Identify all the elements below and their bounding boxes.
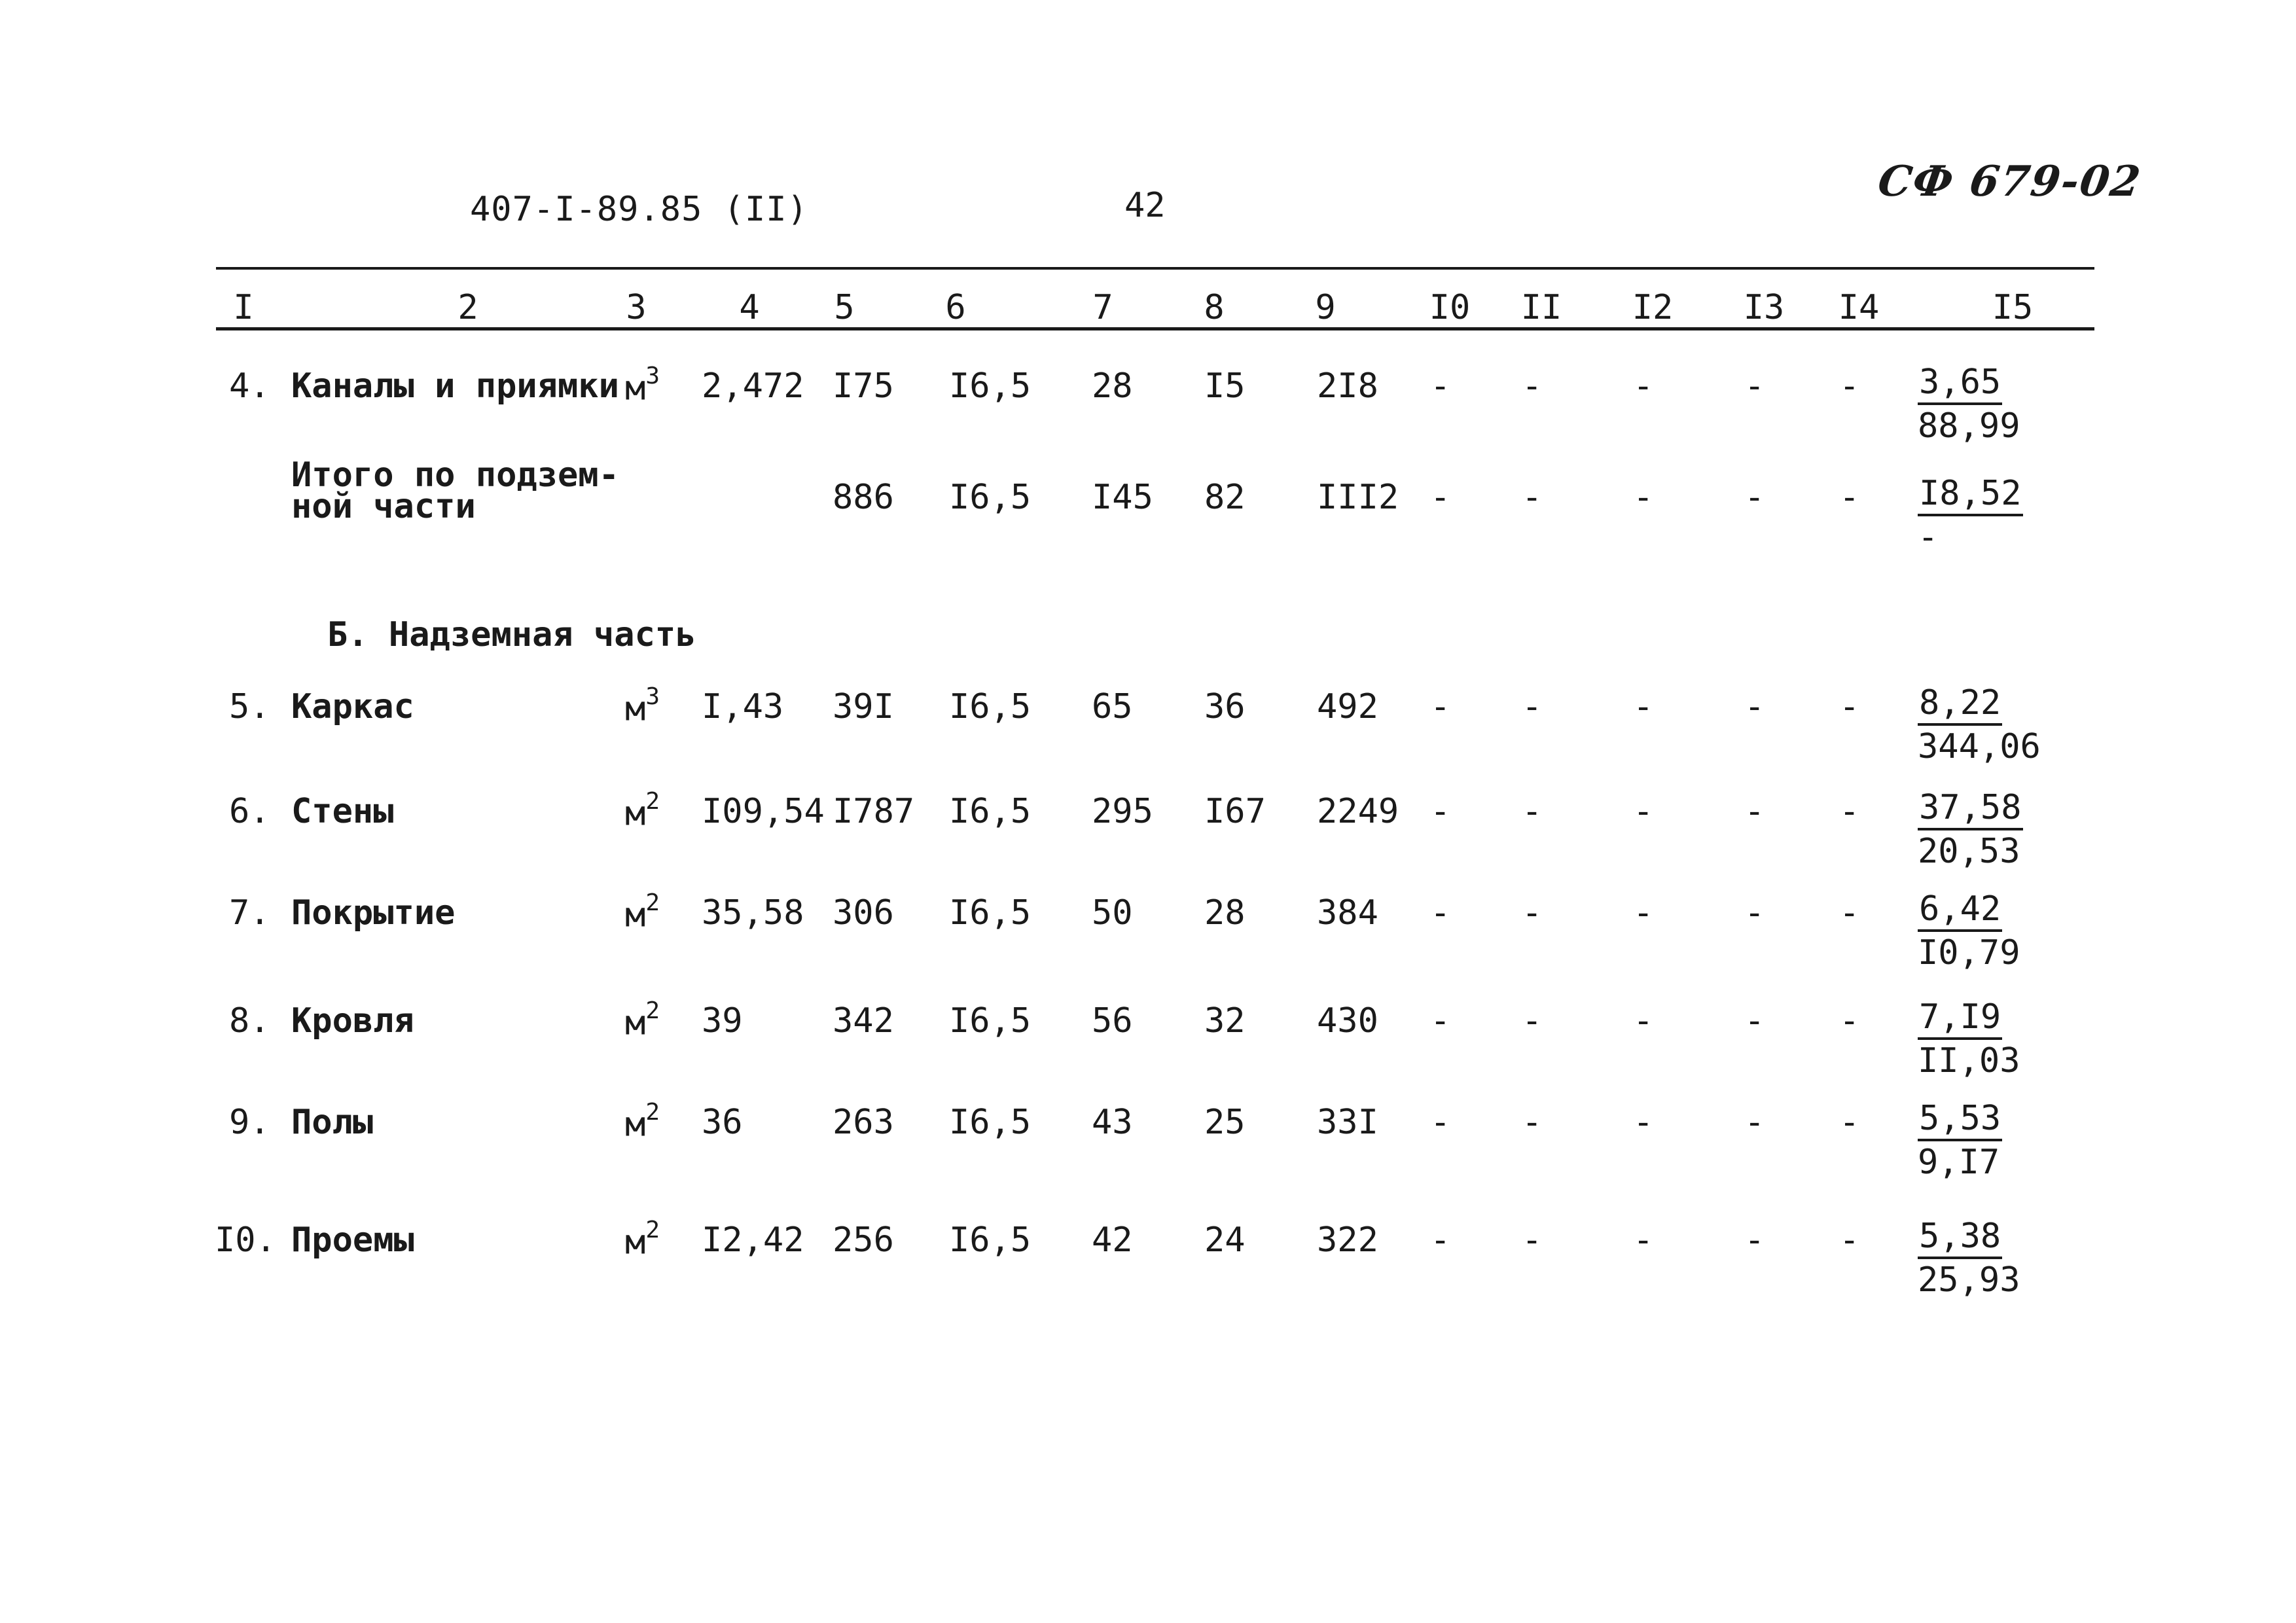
fraction-value xyxy=(1918,363,2020,447)
value-cell-c9: 33I xyxy=(1317,1103,1378,1142)
value-cell-c7: 50 xyxy=(1092,893,1133,933)
unit-of-measure xyxy=(625,889,660,935)
empty-cell-dash: - xyxy=(1839,1001,1860,1041)
unit-base: м xyxy=(625,689,646,729)
fraction-numerator: 7,I9 xyxy=(1918,998,2002,1040)
empty-cell-dash: - xyxy=(1522,366,1543,406)
value-cell-c9: 2I8 xyxy=(1317,366,1378,406)
empty-cell-dash: - xyxy=(1633,1001,1654,1041)
column-header: 6 xyxy=(945,288,966,327)
fraction-numerator: 6,42 xyxy=(1918,890,2002,932)
empty-cell-dash: - xyxy=(1430,687,1451,726)
column-header: 3 xyxy=(626,288,647,327)
empty-cell-dash: - xyxy=(1744,1001,1765,1041)
empty-cell-dash: - xyxy=(1744,366,1765,406)
column-header: 8 xyxy=(1204,288,1225,327)
value-cell-c6: I6,5 xyxy=(949,792,1031,831)
column-header: I0 xyxy=(1429,288,1471,327)
value-cell-c5: 256 xyxy=(833,1221,894,1260)
unit-of-measure xyxy=(625,1099,660,1145)
value-cell-c7: 42 xyxy=(1092,1221,1133,1260)
value-cell-c7: 28 xyxy=(1092,366,1133,406)
fraction-denominator: 344,06 xyxy=(1918,727,2041,766)
fraction-value xyxy=(1918,788,2023,872)
empty-cell-dash: - xyxy=(1522,478,1543,517)
empty-cell-dash: - xyxy=(1744,1221,1765,1260)
empty-cell-dash: - xyxy=(1839,1103,1860,1142)
row-number: 6. xyxy=(229,792,270,831)
item-name-line: ной части xyxy=(291,487,476,526)
empty-cell-dash: - xyxy=(1430,1221,1451,1260)
fraction-numerator: 5,53 xyxy=(1918,1099,2002,1141)
value-cell-c8: 25 xyxy=(1204,1103,1246,1142)
fraction-denominator: 88,99 xyxy=(1918,406,2020,446)
empty-cell-dash: - xyxy=(1633,1103,1654,1142)
row-number: 8. xyxy=(229,1001,270,1041)
value-cell-c8: I5 xyxy=(1204,366,1246,406)
unit-exponent: 2 xyxy=(645,1217,660,1243)
unit-of-measure xyxy=(625,683,660,729)
empty-cell-dash: - xyxy=(1744,478,1765,517)
unit-exponent: 2 xyxy=(645,788,660,815)
item-name: Полы xyxy=(291,1103,374,1142)
column-header: 2 xyxy=(457,288,478,327)
value-cell-c5: I75 xyxy=(833,366,894,406)
value-cell-c8: 36 xyxy=(1204,687,1246,726)
column-header: 4 xyxy=(739,288,760,327)
empty-cell-dash: - xyxy=(1633,792,1654,831)
unit-of-measure xyxy=(625,997,660,1043)
value-cell-c4: 2,472 xyxy=(702,366,804,406)
empty-cell-dash: - xyxy=(1744,687,1765,726)
value-cell-c9: 492 xyxy=(1317,687,1378,726)
fraction-denominator: - xyxy=(1918,518,1939,557)
unit-exponent: 3 xyxy=(645,683,660,710)
empty-cell-dash: - xyxy=(1522,893,1543,933)
fraction-denominator: II,03 xyxy=(1918,1041,2020,1080)
unit-base: м xyxy=(625,794,646,834)
fraction-value xyxy=(1918,1099,2002,1183)
unit-exponent: 2 xyxy=(645,889,660,916)
fraction-value xyxy=(1918,889,2020,974)
column-header: 7 xyxy=(1092,288,1113,327)
value-cell-c5: I787 xyxy=(833,792,915,831)
value-cell-c5: 263 xyxy=(833,1103,894,1142)
value-cell-c4: I09,54 xyxy=(702,792,825,831)
value-cell-c4: 36 xyxy=(702,1103,743,1142)
value-cell-c8: 82 xyxy=(1204,478,1246,517)
value-cell-c5: 306 xyxy=(833,893,894,933)
value-cell-c6: I6,5 xyxy=(949,366,1031,406)
unit-exponent: 2 xyxy=(645,997,660,1024)
empty-cell-dash: - xyxy=(1744,1103,1765,1142)
value-cell-c8: 24 xyxy=(1204,1221,1246,1260)
empty-cell-dash: - xyxy=(1522,1001,1543,1041)
empty-cell-dash: - xyxy=(1430,366,1451,406)
value-cell-c7: 56 xyxy=(1092,1001,1133,1041)
empty-cell-dash: - xyxy=(1633,366,1654,406)
column-header: I xyxy=(233,288,254,327)
unit-base: м xyxy=(625,1105,646,1145)
row-number: 4. xyxy=(229,366,270,406)
table-top-rule xyxy=(216,267,2094,270)
fraction-value xyxy=(1918,683,2041,768)
value-cell-c6: I6,5 xyxy=(949,1221,1031,1260)
fraction-numerator: I8,52 xyxy=(1918,474,2023,516)
item-name: Стены xyxy=(291,792,394,831)
value-cell-c9: 322 xyxy=(1317,1221,1378,1260)
value-cell-c9: III2 xyxy=(1317,478,1399,517)
unit-base: м xyxy=(625,368,646,408)
empty-cell-dash: - xyxy=(1430,792,1451,831)
row-number: I0. xyxy=(215,1221,276,1260)
empty-cell-dash: - xyxy=(1522,687,1543,726)
item-name: Покрытие xyxy=(291,893,456,933)
value-cell-c7: I45 xyxy=(1092,478,1153,517)
item-name: Кровля xyxy=(291,1001,414,1041)
value-cell-c4: 39 xyxy=(702,1001,743,1041)
unit-base: м xyxy=(625,1222,646,1262)
item-name: Проемы xyxy=(291,1221,414,1260)
value-cell-c7: 295 xyxy=(1092,792,1153,831)
value-cell-c8: 28 xyxy=(1204,893,1246,933)
column-header: I5 xyxy=(1992,288,2034,327)
unit-exponent: 2 xyxy=(645,1099,660,1126)
value-cell-c5: 342 xyxy=(833,1001,894,1041)
empty-cell-dash: - xyxy=(1839,366,1860,406)
column-header: I4 xyxy=(1838,288,1880,327)
empty-cell-dash: - xyxy=(1633,478,1654,517)
fraction-value xyxy=(1918,997,2020,1082)
empty-cell-dash: - xyxy=(1430,1001,1451,1041)
column-header: I3 xyxy=(1743,288,1785,327)
value-cell-c4: 35,58 xyxy=(702,893,804,933)
value-cell-c7: 43 xyxy=(1092,1103,1133,1142)
value-cell-c4: I2,42 xyxy=(702,1221,804,1260)
row-number: 9. xyxy=(229,1103,270,1142)
value-cell-c9: 384 xyxy=(1317,893,1378,933)
item-name: Каналы и приямки xyxy=(291,366,619,406)
table-header-rule xyxy=(216,327,2094,330)
unit-of-measure xyxy=(625,788,660,834)
value-cell-c4: I,43 xyxy=(702,687,784,726)
empty-cell-dash: - xyxy=(1522,1103,1543,1142)
item-name: Каркас xyxy=(291,687,414,726)
value-cell-c5: 886 xyxy=(833,478,894,517)
unit-base: м xyxy=(625,1003,646,1043)
value-cell-c6: I6,5 xyxy=(949,893,1031,933)
empty-cell-dash: - xyxy=(1744,792,1765,831)
value-cell-c9: 430 xyxy=(1317,1001,1378,1041)
item-name-line: Итого по подзем- xyxy=(291,455,619,495)
value-cell-c7: 65 xyxy=(1092,687,1133,726)
empty-cell-dash: - xyxy=(1430,478,1451,517)
empty-cell-dash: - xyxy=(1633,1221,1654,1260)
value-cell-c6: I6,5 xyxy=(949,1001,1031,1041)
value-cell-c8: I67 xyxy=(1204,792,1266,831)
empty-cell-dash: - xyxy=(1839,893,1860,933)
value-cell-c6: I6,5 xyxy=(949,1103,1031,1142)
value-cell-c5: 39I xyxy=(833,687,894,726)
fraction-denominator: 25,93 xyxy=(1918,1260,2020,1300)
empty-cell-dash: - xyxy=(1633,893,1654,933)
unit-base: м xyxy=(625,895,646,935)
empty-cell-dash: - xyxy=(1633,687,1654,726)
value-cell-c6: I6,5 xyxy=(949,687,1031,726)
unit-exponent: 3 xyxy=(645,363,660,389)
empty-cell-dash: - xyxy=(1839,478,1860,517)
document-code: 407-I-89.85 (II) xyxy=(470,190,808,229)
empty-cell-dash: - xyxy=(1744,893,1765,933)
fraction-denominator: 20,53 xyxy=(1918,832,2020,871)
handwritten-stamp: СФ 679-02 xyxy=(1874,157,2145,206)
value-cell-c8: 32 xyxy=(1204,1001,1246,1041)
section-title: Б. Надземная часть xyxy=(327,615,696,654)
row-number: 7. xyxy=(229,893,270,933)
unit-of-measure xyxy=(625,363,660,408)
empty-cell-dash: - xyxy=(1839,792,1860,831)
empty-cell-dash: - xyxy=(1839,687,1860,726)
value-cell-c9: 2249 xyxy=(1317,792,1399,831)
fraction-value xyxy=(1918,474,2023,558)
page-number: 42 xyxy=(1124,186,1166,225)
empty-cell-dash: - xyxy=(1522,792,1543,831)
empty-cell-dash: - xyxy=(1430,893,1451,933)
empty-cell-dash: - xyxy=(1839,1221,1860,1260)
value-cell-c6: I6,5 xyxy=(949,478,1031,517)
fraction-numerator: 5,38 xyxy=(1918,1217,2002,1259)
fraction-numerator: 37,58 xyxy=(1918,789,2023,830)
empty-cell-dash: - xyxy=(1430,1103,1451,1142)
column-header: I2 xyxy=(1632,288,1674,327)
unit-of-measure xyxy=(625,1217,660,1262)
column-header: II xyxy=(1520,288,1562,327)
fraction-denominator: 9,I7 xyxy=(1918,1143,2000,1182)
column-header: 5 xyxy=(834,288,855,327)
empty-cell-dash: - xyxy=(1522,1221,1543,1260)
fraction-value xyxy=(1918,1217,2020,1301)
column-header: 9 xyxy=(1315,288,1336,327)
fraction-numerator: 3,65 xyxy=(1918,363,2002,405)
fraction-denominator: I0,79 xyxy=(1918,933,2020,972)
row-number: 5. xyxy=(229,687,270,726)
fraction-numerator: 8,22 xyxy=(1918,684,2002,726)
